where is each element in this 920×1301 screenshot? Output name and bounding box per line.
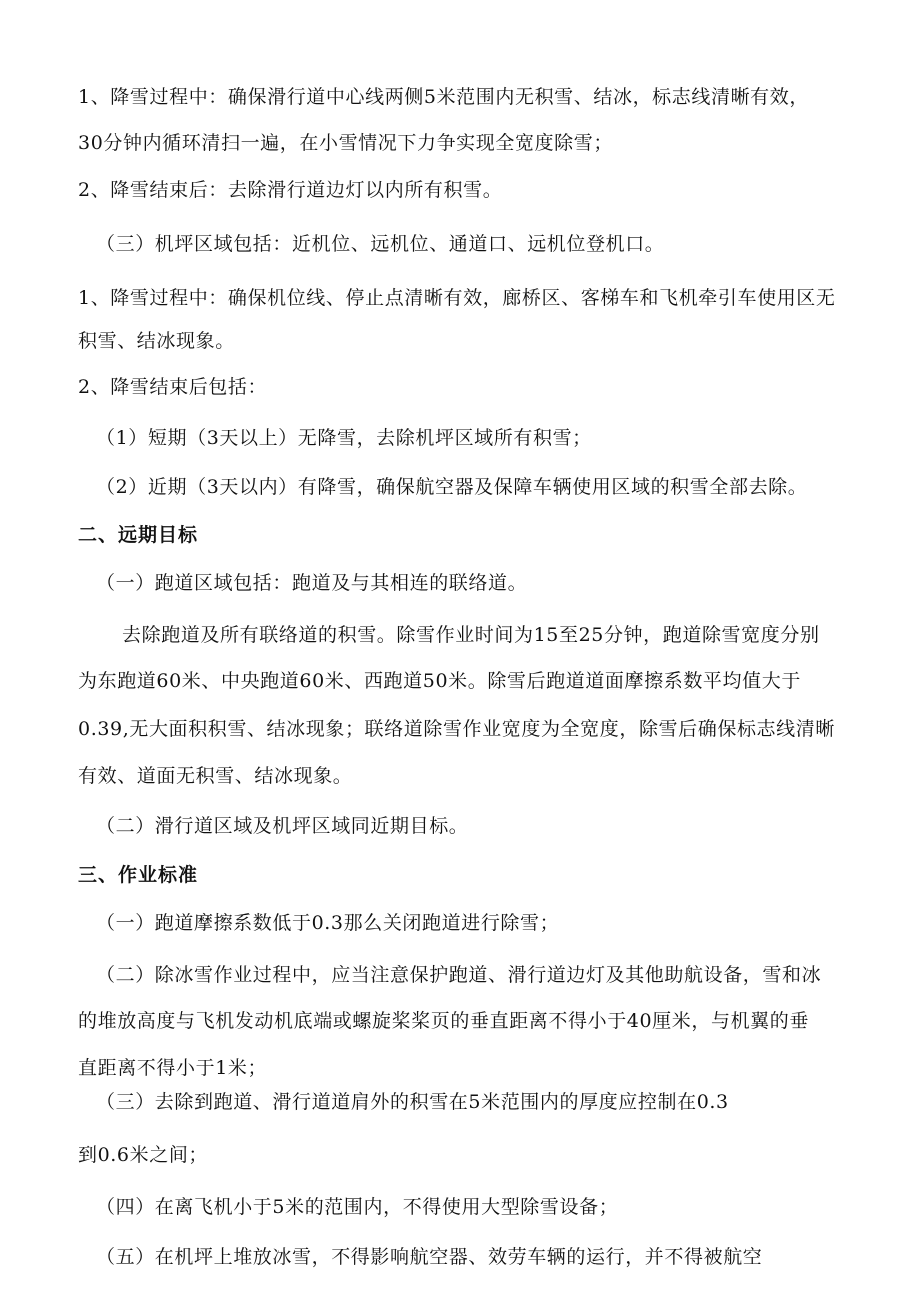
paragraph-line: 1、降雪过程中：确保机位线、停止点清晰有效，廊桥区、客梯车和飞机牵引车使用区无: [78, 287, 836, 309]
paragraph-line: 1、降雪过程中：确保滑行道中心线两侧5米范围内无积雪、结冰，标志线清晰有效，: [78, 86, 809, 108]
paragraph-line: 积雪、结冰现象。: [78, 330, 235, 352]
paragraph-line: （二）除冰雪作业过程中，应当注意保护跑道、滑行道边灯及其他助航设备，雪和冰: [96, 964, 822, 986]
section-heading: 二、远期目标: [78, 524, 199, 546]
paragraph-line: 为东跑道60米、中央跑道60米、西跑道50米。除雪后跑道道面摩擦系数平均值大于: [78, 670, 801, 692]
paragraph-line: 的堆放高度与飞机发动机底端或螺旋桨桨页的垂直距离不得小于40厘米，与机翼的垂: [78, 1010, 809, 1032]
paragraph-line: 30分钟内循环清扫一遍，在小雪情况下力争实现全宽度除雪；: [78, 132, 613, 154]
section-line: （一）跑道摩擦系数低于0.3那么关闭跑道进行除雪；: [96, 912, 560, 934]
paragraph-line: 有效、道面无积雪、结冰现象。: [78, 765, 353, 787]
paragraph-line: （三）去除到跑道、滑行道道肩外的积雪在5米范围内的厚度应控制在0.3: [96, 1091, 729, 1113]
list-item-line: （2）近期（3天以内）有降雪，确保航空器及保障车辆使用区域的积雪全部去除。: [96, 476, 808, 498]
paragraph-line: 到0.6米之间；: [78, 1144, 209, 1166]
section-heading: 三、作业标准: [78, 864, 199, 886]
paragraph-line: （四）在离飞机小于5米的范围内，不得使用大型除雪设备；: [96, 1196, 619, 1218]
section-line: （二）滑行道区域及机坪区域同近期目标。: [96, 815, 469, 837]
paragraph-line: 直距离不得小于1米；: [78, 1057, 268, 1079]
paragraph-line: 0.39,无大面积积雪、结冰现象；联络道除雪作业宽度为全宽度，除雪后确保标志线清晰: [78, 718, 835, 740]
section-line: （一）跑道区域包括：跑道及与其相连的联络道。: [96, 572, 528, 594]
paragraph-line: 去除跑道及所有联络道的积雪。除雪作业时间为15至25分钟，跑道除雪宽度分别: [122, 624, 820, 646]
paragraph-line: 2、降雪结束后包括：: [78, 376, 268, 398]
section-line: （三）机坪区域包括：近机位、远机位、通道口、远机位登机口。: [96, 233, 665, 255]
list-item-line: （1）短期（3天以上）无降雪，去除机坪区域所有积雪；: [96, 427, 592, 449]
paragraph-line: （五）在机坪上堆放冰雪，不得影响航空器、效劳车辆的运行，并不得被航空: [96, 1246, 763, 1268]
paragraph-line: 2、降雪结束后：去除滑行道边灯以内所有积雪。: [78, 179, 503, 201]
